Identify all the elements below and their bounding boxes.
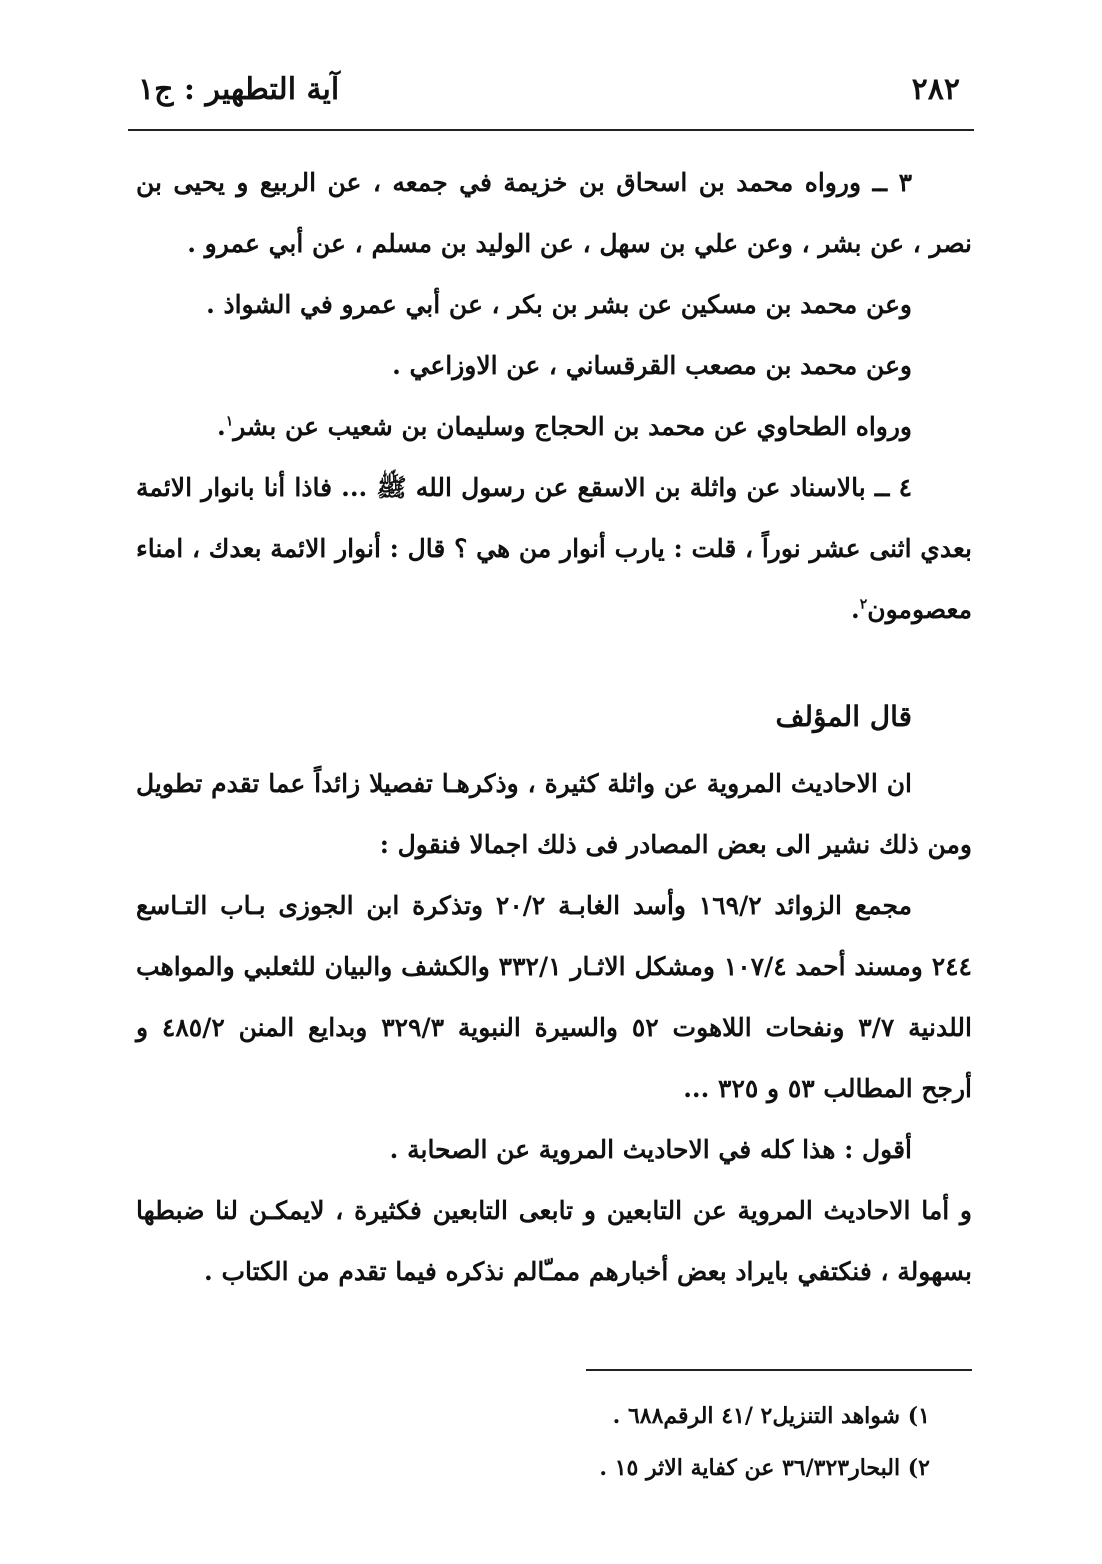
paragraph-tahawi-text: ورواه الطحاوي عن محمد بن الحجاج وسليمان بن شعيب عن بشر bbox=[233, 412, 912, 441]
footnote-2: ٢) البحار٣٦/٣٢٣ عن كفاية الاثر ١٥ . bbox=[599, 1455, 930, 1481]
body-text bbox=[136, 152, 972, 1302]
page-number: ٢٨٢ bbox=[911, 72, 960, 107]
paragraph-comment: أقول : هذا كله في الاحاديث المروية عن الصحابة . bbox=[389, 1135, 912, 1164]
paragraph-sources-list: مجمع الزوائد ١٦٩/٢ وأسد الغابـة ٢٠/٢ وتذكرة ابن الجوزى بـاب التـاسع ٢٤٤ ومسند أحمد ١٠٧/٤ ومشكل الاثـار ٣٣٢/١ والكشف والبيان للثعلبي والمواهب اللدنية ٣/٧ ونفحات اللاهوت ٥٢ والسيرة النبوية ٣٢٩/٣ وبدايع المنن ٤٨٥/٢ و أرجح المطالب ٥٣ و ٣٢٥ ... bbox=[136, 891, 972, 1103]
footnote-divider bbox=[586, 1369, 972, 1371]
footnote-ref-1[interactable]: ١ bbox=[225, 413, 234, 430]
section-heading: قال المؤلف bbox=[775, 700, 912, 733]
paragraph-tahawi: ورواه الطحاوي عن محمد بن الحجاج وسليمان بن شعيب عن بشر$^١$. bbox=[216, 412, 912, 441]
paragraph-narration-4-text: ٤ ــ بالاسناد عن واثلة بن الاسقع عن رسول الله ﷺ ... فاذا أنا بانوار الائمة بعدي اثنى عشر نوراً ، قلت : يارب أنوار من هي ؟ قال : أنوار الائمة بعدك ، امناء معصومون bbox=[136, 473, 972, 624]
footnotes bbox=[400, 1390, 930, 1494]
paragraph-narration-3: ٣ ــ ورواه محمد بن اسحاق بن خزيمة في جمعه ، عن الربيع و يحيى بن نصر ، عن بشر ، وعن علي بن سهل ، عن الوليد بن مسلم ، عن أبي عمرو . bbox=[136, 168, 972, 258]
paragraph-chain-ibn-miskin: وعن محمد بن مسكين عن بشر بن بكر ، عن أبي عمرو في الشواذ . bbox=[206, 290, 912, 319]
paragraph-wathila-hadiths: ان الاحاديث المروية عن واثلة كثيرة ، وذكرهـا تفصيلا زائداً عما تقدم تطويل ومن ذلك نشير الى بعض المصادر فى ذلك اجمالا فنقول : bbox=[136, 769, 972, 859]
footnote-ref-2[interactable]: ٢ bbox=[859, 596, 868, 613]
paragraph-tabiin: و أما الاحاديث المروية عن التابعين و تابعى التابعين فكثيرة ، لايمكـن لنا ضبطها بسهولة ، فنكتفي بايراد بعض أخبارهم ممـّالم نذكره فيما تقدم من الكتاب . bbox=[136, 1196, 972, 1286]
paragraph-narration-4: ٤ ــ بالاسناد عن واثلة بن الاسقع عن رسول الله ﷺ ... فاذا أنا بانوار الائمة بعدي اثنى عشر نوراً ، قلت : يارب أنوار من هي ؟ قال : أنوار الائمة بعدك ، امناء معصومون$^٢$. bbox=[136, 473, 972, 624]
header-divider bbox=[128, 129, 974, 131]
footnote-1: ١) شواهد التنزيل٢ /٤١ الرقم٦٨٨ . bbox=[612, 1403, 930, 1429]
running-title: آية التطهير : ج١ bbox=[138, 72, 340, 107]
paragraph-chain-qarqasani: وعن محمد بن مصعب القرقساني ، عن الاوزاعي . bbox=[392, 351, 912, 380]
page-header bbox=[128, 72, 974, 116]
